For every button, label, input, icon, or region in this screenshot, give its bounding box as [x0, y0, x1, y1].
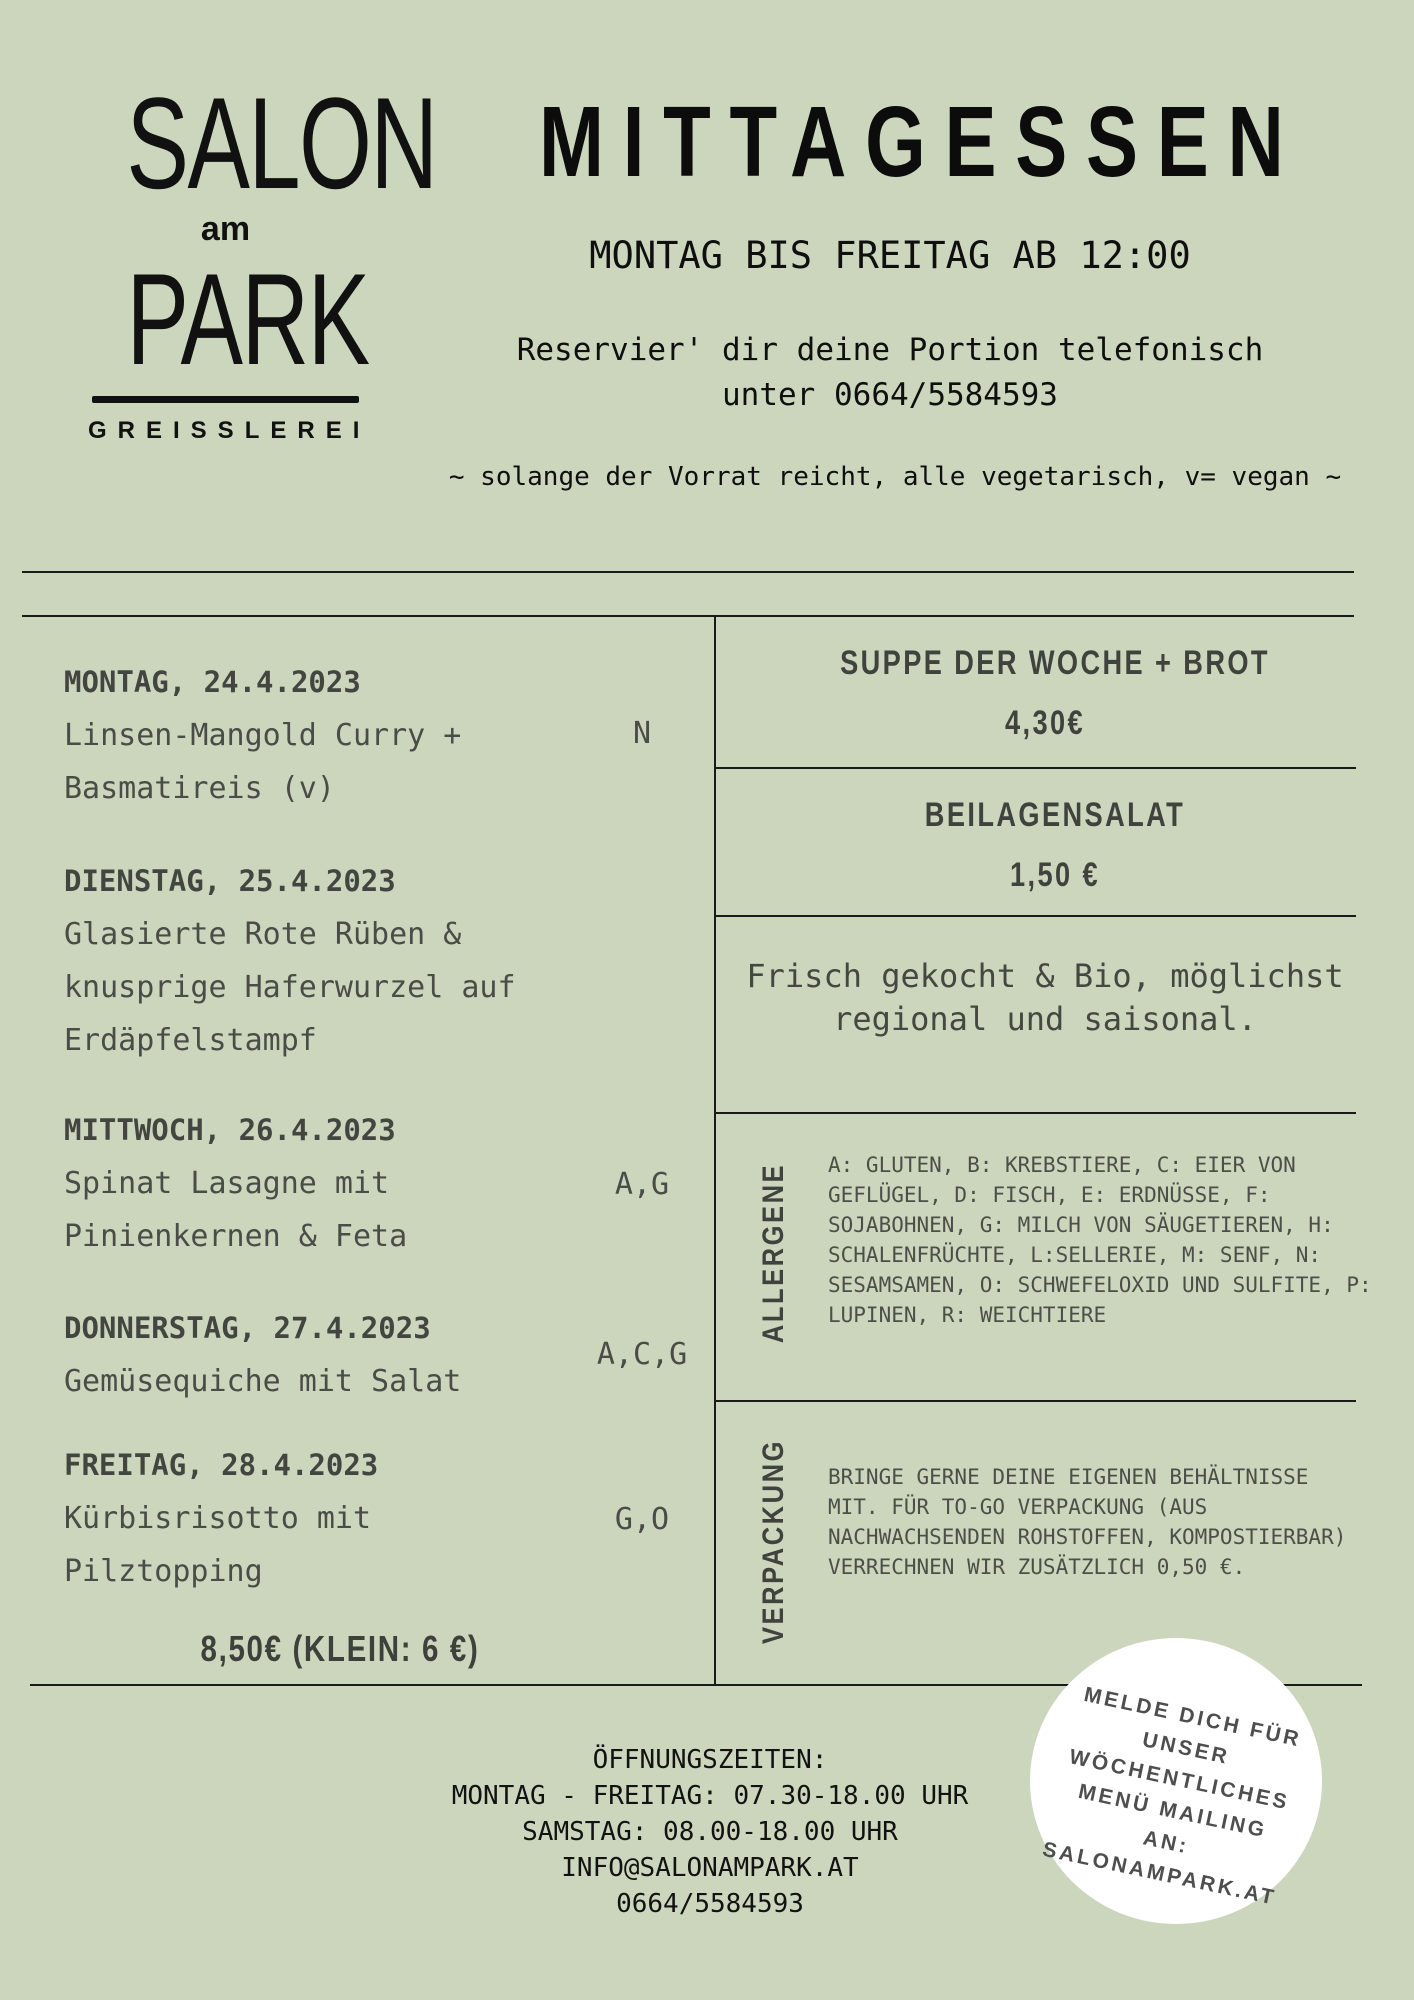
day-monday: [64, 663, 584, 815]
soup-price: 4,30€: [1004, 704, 1086, 742]
reservation-info: [440, 328, 1340, 418]
divider-top-1: [22, 571, 1354, 573]
opening-hours-saturday: SAMSTAG: 08.00-18.00 UHR: [522, 1817, 898, 1847]
main-price: 8,50€ (KLEIN: 6 €): [200, 1628, 480, 1669]
day-title: MONTAG, 24.4.2023: [64, 665, 361, 699]
reservation-line-2: unter 0664/5584593: [722, 377, 1058, 413]
day-title: DIENSTAG, 25.4.2023: [64, 864, 396, 898]
newsletter-badge: [1030, 1638, 1322, 1924]
day-dish: Linsen-Mangold Curry + Basmatireis (v): [64, 718, 462, 806]
fresh-note: Frisch gekocht & Bio, möglichst regional und saisonal.: [746, 957, 1344, 1038]
contact-phone[interactable]: 0664/5584593: [616, 1889, 804, 1919]
reservation-line-1: Reservier' dir deine Portion telefonisch: [516, 332, 1264, 368]
page-subtitle: MONTAG BIS FREITAG AB 12:00: [589, 234, 1191, 277]
day-dish: Kürbisrisotto mit Pilztopping: [64, 1501, 372, 1589]
verpackung-text: BRINGE GERNE DEINE EIGENEN BEHÄLTNISSE MIT. FÜR TO-GO VERPACKUNG (AUS NACHWACHSENDEN ROHSTOFFEN, KOMPOSTIERBAR) VERRECHNEN WIR ZUSÄTZLICH 0,50 €.: [828, 1465, 1347, 1579]
verpackung-label: VERPACKUNG: [757, 1439, 790, 1644]
opening-hours-weekdays: MONTAG - FREITAG: 07.30-18.00 UHR: [451, 1781, 969, 1811]
day-allergens: N: [632, 716, 652, 751]
divider-top-2: [22, 615, 1354, 617]
day-wednesday: [64, 1111, 584, 1263]
day-friday: [64, 1446, 584, 1598]
salad-title: BEILAGENSALAT: [924, 796, 1186, 834]
soup-title: SUPPE DER WOCHE + BROT: [840, 644, 1270, 682]
divider-salad: [714, 915, 1356, 917]
logo-park: PARK: [126, 246, 369, 392]
page-title: MITTAGESSEN: [539, 86, 1303, 198]
day-dish: Gemüsequiche mit Salat: [64, 1364, 462, 1399]
allergene-label: ALLERGENE: [757, 1162, 790, 1344]
logo-salon: SALON: [126, 70, 437, 216]
day-thursday: [64, 1309, 584, 1408]
day-dish: Spinat Lasagne mit Pinienkernen & Feta: [64, 1166, 408, 1254]
logo-greisslerei: GREISSLEREI: [88, 417, 371, 444]
opening-hours-title: ÖFFNUNGSZEITEN:: [592, 1745, 828, 1775]
logo-rule: [92, 396, 359, 403]
day-allergens: G,O: [614, 1502, 670, 1537]
menu-note: ~ solange der Vorrat reicht, alle vegetarisch, v= vegan ~: [448, 462, 1342, 492]
logo-am: am: [200, 210, 251, 248]
column-divider: [714, 616, 716, 1685]
divider-allergene: [714, 1400, 1356, 1402]
day-allergens: A,G: [614, 1167, 670, 1202]
day-title: DONNERSTAG, 27.4.2023: [64, 1311, 431, 1345]
divider-soup: [714, 767, 1356, 769]
logo: [88, 70, 437, 445]
salad-price: 1,50 €: [1009, 856, 1101, 894]
divider-fresh: [714, 1112, 1356, 1114]
newsletter-badge-text: MELDE DICH FÜR UNSER WÖCHENTLICHES MENÜ MAILING AN: SALONAMPARK.AT: [1040, 1682, 1304, 1910]
day-title: MITTWOCH, 26.4.2023: [64, 1113, 396, 1147]
day-allergens: A,C,G: [596, 1337, 688, 1372]
opening-hours: [340, 1742, 1080, 1922]
allergene-text: A: GLUTEN, B: KREBSTIERE, C: EIER VON GEFLÜGEL, D: FISCH, E: ERDNÜSSE, F: SOJABOHNEN, G: MILCH VON SÄUGETIEREN, H: SCHALENFRÜCHTE, L:SELLERIE, M: SENF, N: SESAMSAMEN, O: SCHWEFELOXID UND SULFITE, P: LUPINEN, R: WEICHTIERE: [828, 1153, 1372, 1327]
contact-email[interactable]: INFO@SALONAMPARK.AT: [561, 1853, 859, 1883]
day-title: FREITAG, 28.4.2023: [64, 1448, 379, 1482]
day-dish: Glasierte Rote Rüben & knusprige Haferwurzel auf Erdäpfelstampf: [64, 917, 516, 1058]
day-tuesday: [64, 862, 584, 1067]
